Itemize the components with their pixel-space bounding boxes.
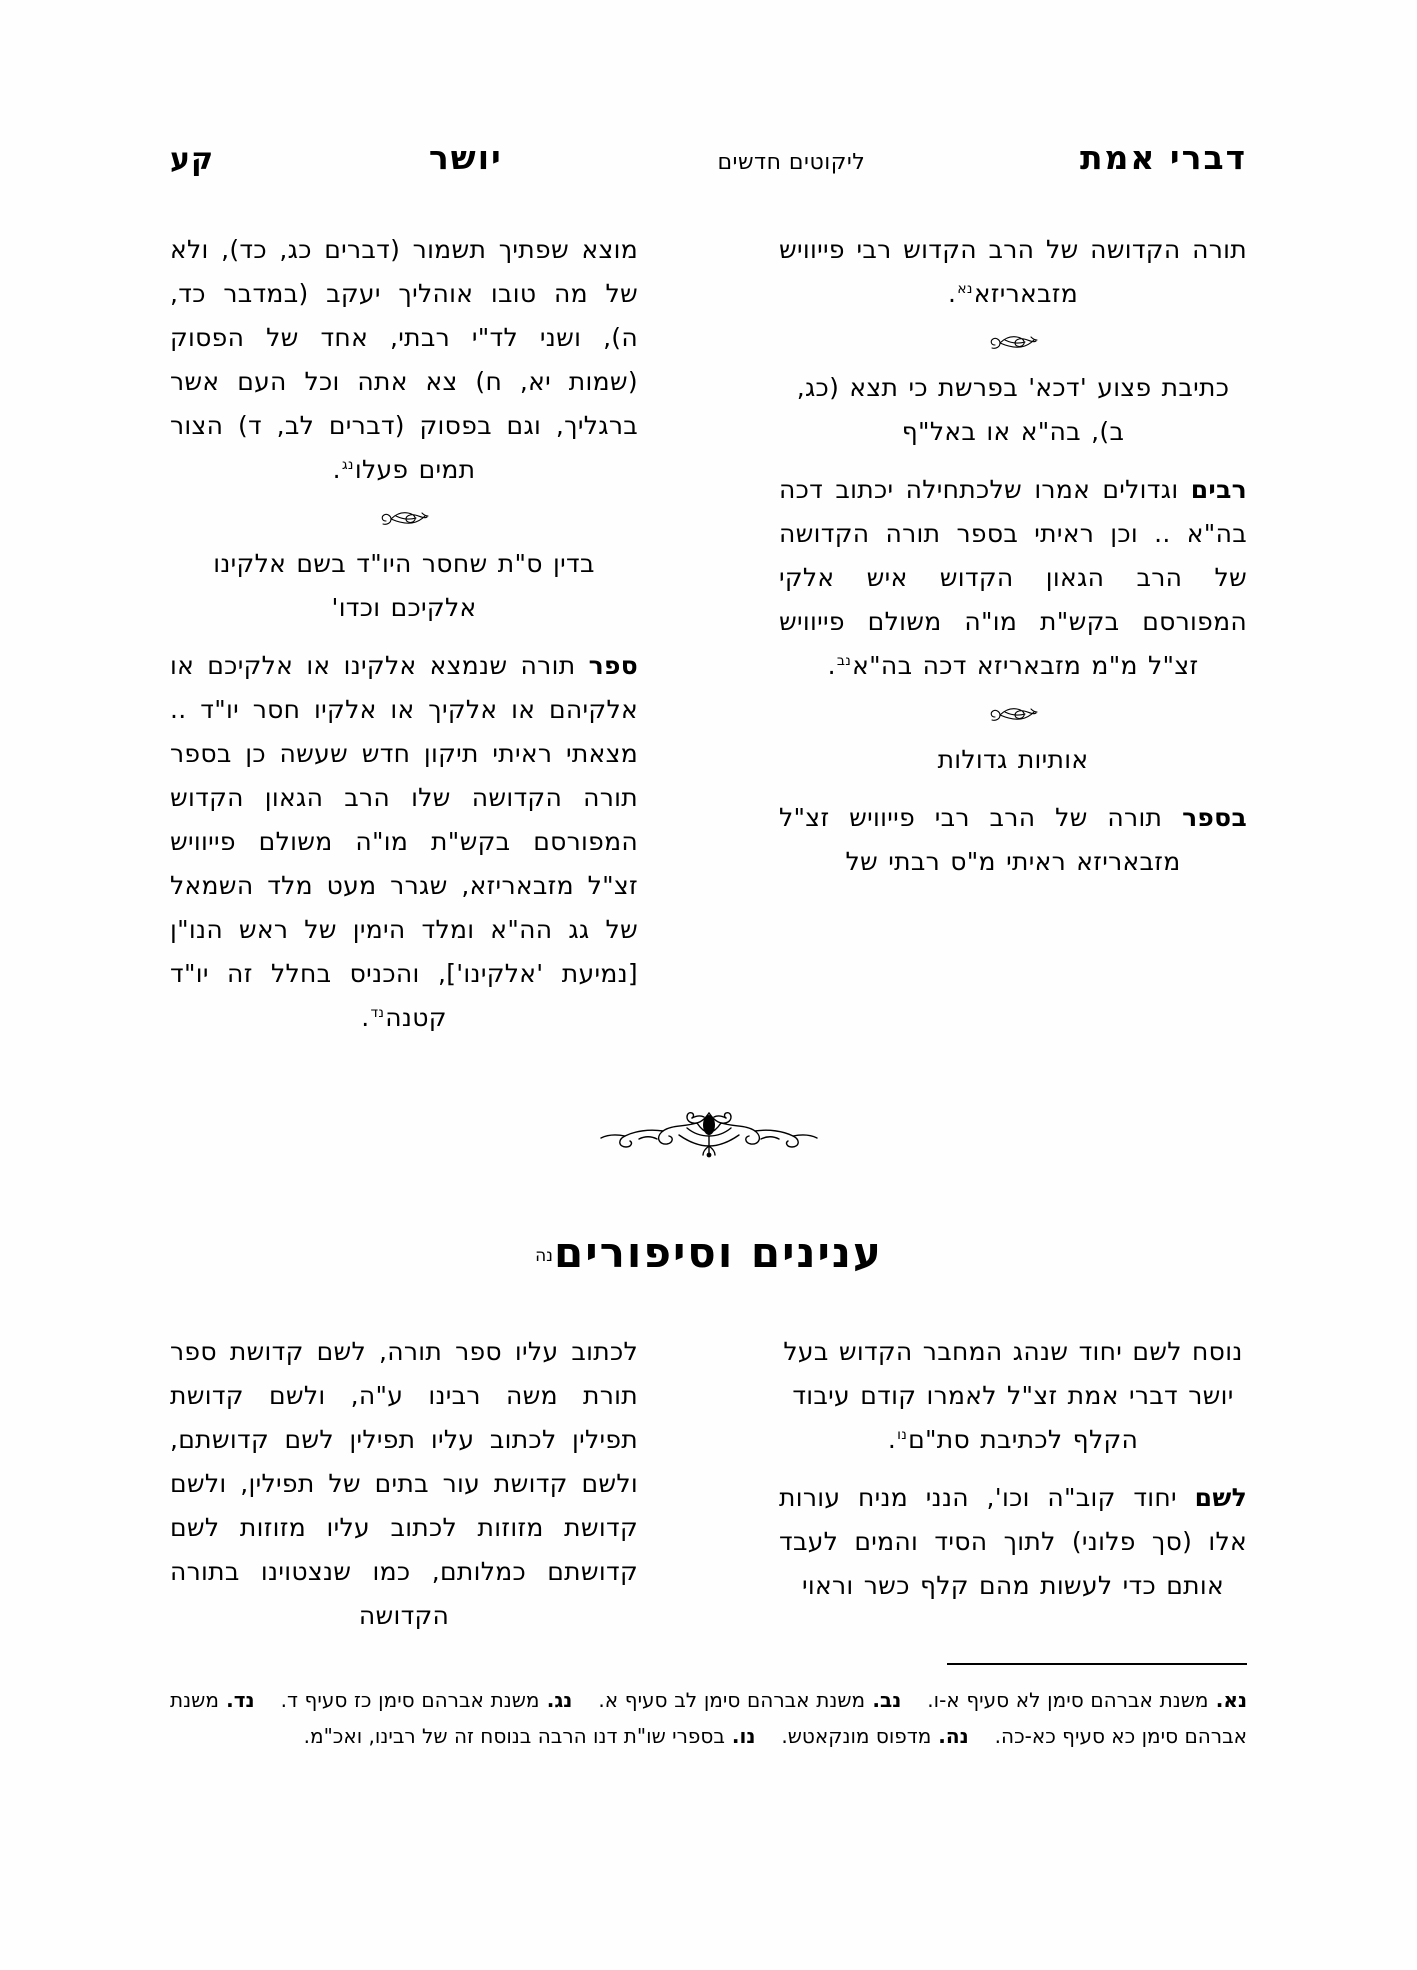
footnote-number: נד. xyxy=(218,1688,255,1712)
footnote-number: נו. xyxy=(724,1724,756,1748)
upper-right-column xyxy=(779,228,1247,1040)
paragraph-terminator: . xyxy=(947,279,957,308)
body-paragraph xyxy=(170,644,638,1040)
paragraph-terminator: . xyxy=(827,651,836,680)
flourish-divider-icon xyxy=(170,508,638,528)
paragraph-text: יחוד קוב"ה וכו', הנני מניח עורות אלו (סך פלוני) לתוך הסיד והמים לעבד אותם כדי לעשות מהם קלף כשר וראוי xyxy=(779,1483,1247,1600)
running-head-book-title: יושר xyxy=(428,138,503,177)
footnote-marker[interactable]: נו xyxy=(897,1426,908,1443)
footnote-item[interactable] xyxy=(598,1688,901,1712)
body-paragraph xyxy=(170,1330,638,1638)
upper-columns xyxy=(170,228,1247,1040)
section-title xyxy=(0,1228,1417,1277)
lower-right-column xyxy=(779,1330,1247,1638)
body-paragraph xyxy=(779,1476,1247,1608)
body-paragraph xyxy=(779,1330,1247,1462)
paragraph-text: כתיבת פצוע 'דכא' בפרשת כי תצא (כג, ב), בה"א או באל"ף xyxy=(796,373,1230,446)
running-head-folio: קע xyxy=(170,142,215,177)
body-paragraph xyxy=(779,738,1247,782)
lower-columns xyxy=(170,1330,1247,1638)
flourish-divider-icon xyxy=(779,704,1247,724)
paragraph-text: נוסח לשם יחוד שנהג המחבר הקדוש בעל יושר דברי אמת זצ"ל לאמרו קודם עיבוד הקלף לכתיבת סת"ם xyxy=(783,1337,1243,1454)
lower-left-column xyxy=(170,1330,638,1638)
paragraph-lead-word: בספר xyxy=(1182,803,1247,832)
paragraph-text: תורה הקדושה של הרב הקדוש רבי פייוויש מזבאריזא xyxy=(779,235,1247,308)
paragraph-lead-word: לשם xyxy=(1194,1483,1247,1512)
footnote-text: משנת אברהם סימן כז סעיף ד. xyxy=(280,1688,540,1712)
running-head-section: ליקוטים חדשים xyxy=(717,150,866,175)
footnote-separator-rule xyxy=(947,1663,1247,1665)
footnote-item[interactable] xyxy=(927,1688,1247,1712)
footnote-text: משנת אברהם סימן כא סעיף כא-כה. xyxy=(170,1688,1247,1748)
body-paragraph xyxy=(779,366,1247,454)
footnote-number: נב. xyxy=(865,1688,902,1712)
footnotes-block xyxy=(170,1682,1247,1754)
paragraph-lead-word: רבים xyxy=(1190,475,1247,504)
paragraph-text: אותיות גדולות xyxy=(937,745,1089,774)
paragraph-lead-word: ספר xyxy=(588,651,638,680)
running-head-subtitle: דברי אמת xyxy=(1079,138,1247,177)
footnote-item[interactable] xyxy=(281,1688,573,1712)
paragraph-text: תורה של הרב רבי פייוויש זצ"ל מזבאריזא ראיתי מ"ס רבתי של xyxy=(779,803,1183,876)
paragraph-text: מוצא שפתיך תשמור (דברים כג, כד), ולא של מה טובו אוהליך יעקב (במדבר כד, ה), ושני לד"י רבתי, אחד של הפסוק (שמות יא, ח) צא אתה וכל העם אשר ברגליך, וגם בפסוק (דברים לב, ד) הצור תמים פעלו xyxy=(170,235,638,484)
decorative-flourish-divider-icon xyxy=(0,1105,1417,1161)
footnote-text: מדפוס מונקאטש. xyxy=(781,1724,932,1748)
footnote-text: משנת אברהם סימן לא סעיף א-ו. xyxy=(927,1688,1209,1712)
footnote-text: משנת אברהם סימן לב סעיף א. xyxy=(598,1688,866,1712)
footnote-number: נה. xyxy=(931,1724,969,1748)
section-title-note-marker: נה xyxy=(535,1245,553,1266)
body-paragraph xyxy=(170,228,638,492)
paragraph-terminator: . xyxy=(887,1425,897,1454)
body-paragraph xyxy=(779,228,1247,316)
footnote-item[interactable] xyxy=(304,1724,756,1748)
paragraph-terminator: . xyxy=(361,1003,370,1032)
paragraph-text: לכתוב עליו ספר תורה, לשם קדושת ספר תורת משה רבינו ע"ה, ולשם קדושת תפילין לכתוב עליו תפילין לשם קדושתם, ולשם קדושת עור בתים של תפילין, ולשם קדושת מזוזות לכתוב עליו מזוזות לשם קדושתם כמלותם, כמו שנצטוינו בתורה הקדושה xyxy=(170,1337,638,1630)
paragraph-text: בדין ס"ת שחסר היו"ד בשם אלקינו אלקיכם וכדו' xyxy=(213,549,595,622)
footnote-marker[interactable]: נא xyxy=(957,280,973,297)
footnote-number: נא. xyxy=(1208,1688,1248,1712)
footnote-text: בספרי שו"ת דנו הרבה בנוסח זה של רבינו, ואכ"מ. xyxy=(303,1724,725,1748)
footnote-item[interactable] xyxy=(781,1724,968,1748)
upper-left-column xyxy=(170,228,638,1040)
footnote-marker[interactable]: נג xyxy=(341,456,354,473)
body-paragraph xyxy=(170,542,638,630)
body-paragraph xyxy=(779,796,1247,884)
body-paragraph xyxy=(779,468,1247,688)
paragraph-text: תורה שנמצא אלקינו או אלקיכם או אלקיהם או אלקיך או אלקיו חסר יו"ד .. מצאתי ראיתי תיקון חדש שעשה כן בספר תורה הקדושה שלו הרב הגאון הקדוש המפורסם בקש"ת מו"ה משולם פייוויש זצ"ל מזבאריזא, שגרר מעט מלד השמאל של גג הה"א ומלד הימין של ראש הנו"ן [נמיעת 'אלקינו'], והכניס בחלל זה יו"ד קטנה xyxy=(170,651,638,1032)
footnote-marker[interactable]: נב xyxy=(836,652,852,669)
footnote-marker[interactable]: נד xyxy=(370,1004,385,1021)
paragraph-text: וגדולים אמרו שלכתחילה יכתוב דכה בה"א .. וכן ראיתי בספר תורה הקדושה של הרב הגאון הקדוש איש אלקי המפורסם בקש"ת מו"ה משולם פייוויש זצ"ל מ"מ מזבאריזא דכה בה"א xyxy=(779,475,1247,680)
paragraph-terminator: . xyxy=(332,455,341,484)
footnote-number: נג. xyxy=(539,1688,573,1712)
section-title-text: ענינים וסיפורים xyxy=(554,1228,883,1277)
flourish-divider-icon xyxy=(779,332,1247,352)
running-head xyxy=(170,138,1247,198)
